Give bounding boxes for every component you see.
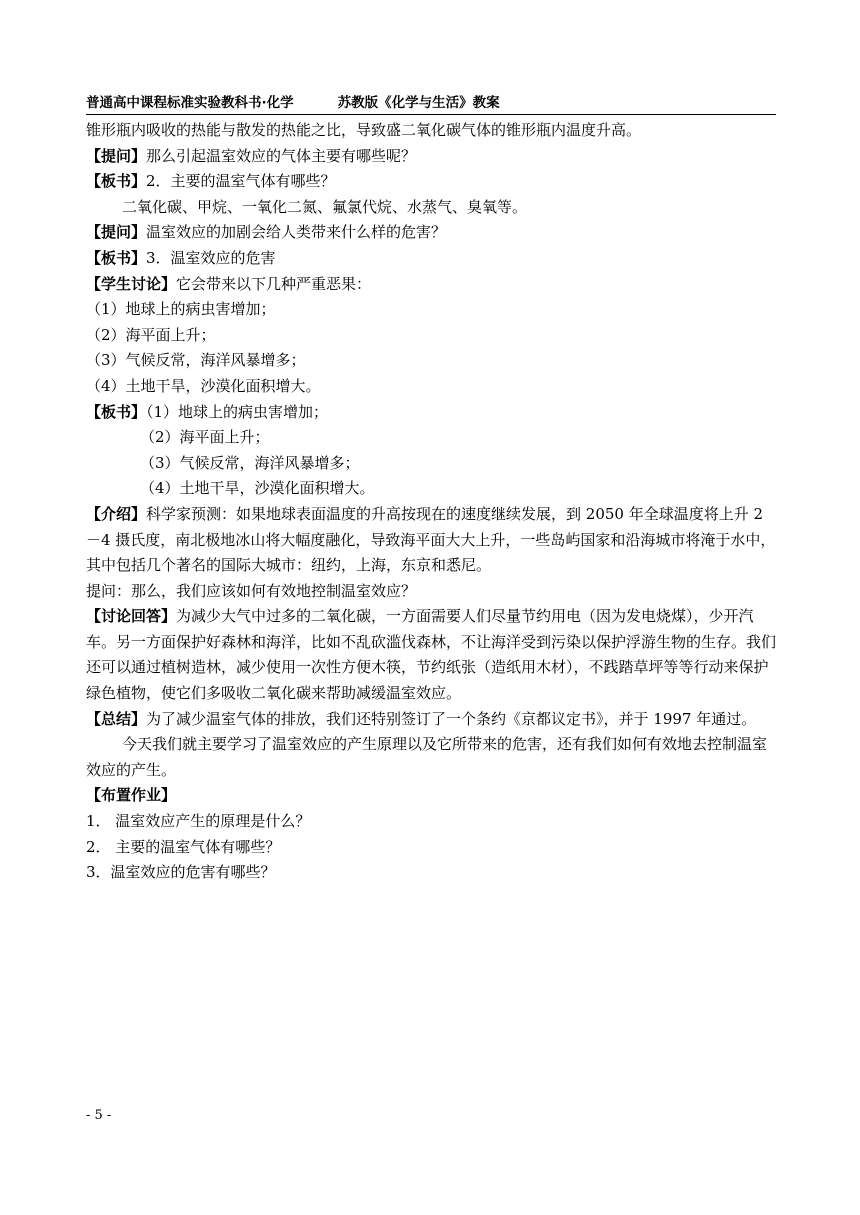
question-3: 提问：那么，我们应该如何有效地控制温室效应？ xyxy=(86,581,417,600)
intro-label: 【介绍】 xyxy=(86,504,147,523)
board-item: （3）气候反常，海洋风暴增多； xyxy=(140,453,360,472)
header-right: 苏教版《化学与生活》教案 xyxy=(337,95,500,111)
header-left: 普通高中课程标准实验教科书·化学 xyxy=(86,95,294,111)
discussion-answer xyxy=(86,604,776,706)
board-label: 【板书】 xyxy=(86,402,147,421)
homework-heading: 【布置作业】 xyxy=(86,786,177,805)
closing-paragraph: 今天我们就主要学习了温室效应的产生原理以及它所带来的危害，还有我们如何有效地去控制温室效应的产生。 xyxy=(86,735,768,779)
homework-item: 3．温室效应的危害有哪些？ xyxy=(86,863,276,882)
answer-text: 为减少大气中过多的二氧化碳，一方面需要人们尽量节约用电（因为发电烧煤），少开汽车。另一方面保护好森林和海洋，比如不乱砍滥伐森林，不让海洋受到污染以保护浮游生物的生存。我们还可以通过植树造林，减少使用一次性方便木筷，节约纸张（造纸用木材），不践踏草坪等等行动来保护绿色植物，使它们多吸收二氧化碳来帮助减缓温室效应。 xyxy=(86,607,777,703)
harm-item: （4）土地干旱，沙漠化面积增大。 xyxy=(86,376,321,395)
board-2 xyxy=(86,246,776,272)
homework-item: 2． 主要的温室气体有哪些？ xyxy=(86,837,281,856)
gases-list: 二氧化碳、甲烷、一氧化二氮、氟氯代烷、水蒸气、臭氧等。 xyxy=(122,197,528,216)
board-label: 【板书】 xyxy=(86,172,147,191)
harm-item: （1）地球上的病虫害增加； xyxy=(86,300,276,319)
board-item: （2）海平面上升； xyxy=(140,428,270,447)
homework-item: 1． 温室效应产生的原理是什么？ xyxy=(86,812,311,831)
intro-text: 科学家预测：如果地球表面温度的升高按现在的速度继续发展，到 2050 年全球温度将上升 2－4 摄氏度，南北极地冰山将大幅度融化，导致海平面大大上升，一些岛屿国家和沿海城市将淹于水中，其中包括几个著名的国际大城市：纽约，上海，东京和悉尼。 xyxy=(86,504,776,575)
board-text: （1）地球上的病虫害增加； xyxy=(146,402,329,421)
question-label: 【提问】 xyxy=(86,146,147,165)
summary-text: 为了减少温室气体的排放，我们还特别签订了一个条约《京都议定书》，并于 1997 年通过。 xyxy=(146,709,757,728)
student-discussion xyxy=(86,272,776,298)
question-label: 【提问】 xyxy=(86,223,147,242)
board-text: 2．主要的温室气体有哪些？ xyxy=(146,172,336,191)
board-1 xyxy=(86,169,776,195)
harm-item: （2）海平面上升； xyxy=(86,325,216,344)
summary-label: 【总结】 xyxy=(86,709,147,728)
lesson-content xyxy=(86,118,776,886)
page-header xyxy=(86,94,776,112)
introduction xyxy=(86,502,776,579)
board-text: 3．温室效应的危害 xyxy=(146,248,276,267)
paragraph-continued: 锥形瓶内吸收的热能与散发的热能之比，导致盛二氧化碳气体的锥形瓶内温度升高。 xyxy=(86,121,642,139)
board-3 xyxy=(86,400,776,426)
header-rule xyxy=(86,114,776,115)
discussion-label: 【学生讨论】 xyxy=(86,274,177,293)
question-1 xyxy=(86,144,776,170)
summary xyxy=(86,707,776,733)
answer-label: 【讨论回答】 xyxy=(86,607,177,626)
harm-item: （3）气候反常，海洋风暴增多； xyxy=(86,351,306,370)
question-text: 那么引起温室效应的气体主要有哪些呢？ xyxy=(146,146,417,165)
page-number: - 5 - xyxy=(86,1108,112,1123)
board-item: （4）土地干旱，沙漠化面积增大。 xyxy=(140,479,375,498)
board-label: 【板书】 xyxy=(86,248,147,267)
question-2 xyxy=(86,220,776,246)
question-text: 温室效应的加剧会给人类带来什么样的危害？ xyxy=(146,223,447,242)
discussion-text: 它会带来以下几种严重恶果： xyxy=(176,274,372,293)
